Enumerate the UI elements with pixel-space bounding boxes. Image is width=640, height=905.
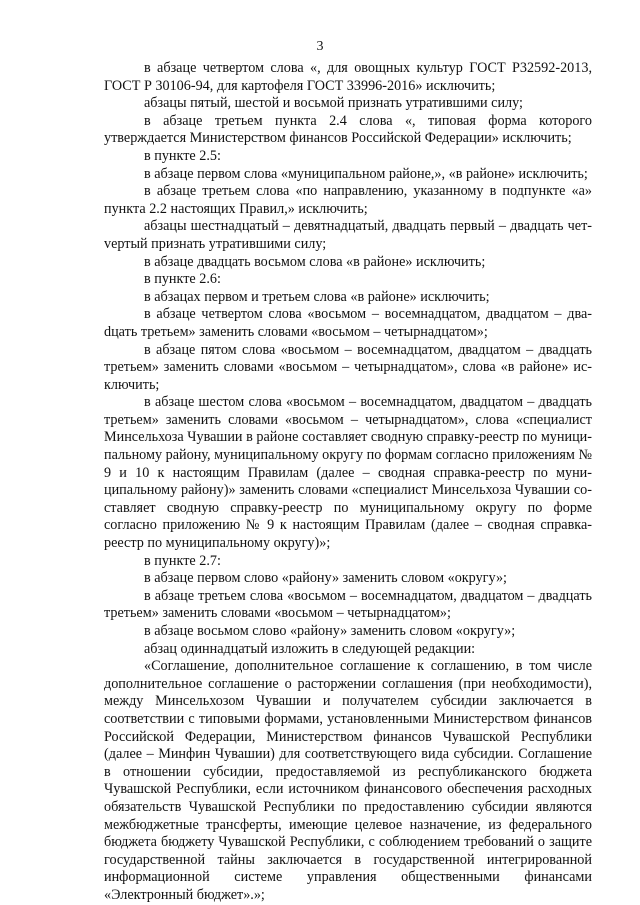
paragraph: в абзаце шестом слова «восьмом – восемнадцатом, двадцатом – двадцать третьем» заменить словами «восьмом – четырнадцатом», слова «специалист Минсельхоза Чувашии в районе составляет сводную справку-реестр по муниципальному району, муниципальному округу по формам согласно приложениям № 9 и 10 к настоящим Правилам (далее – сводная справка-реестр по муниципальному району)» заменить словами «специалист Минсельхоза Чувашии составляет сводную справку-реестр по муниципальному округу по форме согласно приложению № 9 к настоящим Правилам (далее – сводная справка-реестр по муниципальному округу)»;: [104, 394, 592, 552]
page-number: 3: [316, 39, 324, 54]
paragraph: «Соглашение, дополнительное соглашение к соглашению, в том числе дополнительное соглашение о расторжении соглашения (при необходимости), между Минсельхозом Чувашии и получателем субсидии заключается в соответствии с типовыми формами, установленными Министерством финансов Российской Федерации, Министерством финансов Чувашской Республики (далее – Минфин Чувашии) для соответствующего вида субсидии. Соглашение в отношении субсидии, предоставляемой из республиканского бюджета Чувашской Республики, если источником финансового обеспечения расходных обязательств Чувашской Республики по предоставлению субсидии являются межбюджетные трансферты, имеющие целевое назначение, из федерального бюджета бюджету Чувашской Республики, с соблюдением требований о защите государственной тайны заключается в государственной интегрированной информационной системе управления общественными финансами «Электронный бюджет».»;: [104, 658, 592, 903]
paragraph: в абзаце первом слова «муниципальном районе,», «в районе» исключить;: [144, 165, 588, 182]
paragraph: в пункте 2.7:: [144, 552, 221, 569]
paragraph: в пункте 2.6:: [144, 271, 221, 288]
paragraph: в абзаце первом слово «району» заменить словом «округу»;: [144, 570, 507, 587]
paragraph: в абзаце третьем пункта 2.4 слова «, типовая форма которого утверждается Министерством финансов Российской Федерации» исключить;: [104, 112, 592, 147]
paragraph: в абзаце двадцать восьмом слова «в районе» исключить;: [144, 253, 486, 270]
document-body: [104, 60, 592, 905]
paragraph: в абзаце четвертом слова «, для овощных культур ГОСТ Р32592-2013, ГОСТ Р 30106-94, для картофеля ГОСТ 33996-2016» исключить;: [104, 60, 592, 94]
paragraph: абзац одиннадцатый изложить в следующей редакции:: [144, 640, 476, 657]
paragraph: в абзаце пятом слова «восьмом – восемнадцатом, двадцатом – двадцать третьем» заменить словами «восьмом – четырнадцатом», слова «в районе» исключить;: [104, 341, 592, 393]
paragraph: в абзаце третьем слова «восьмом – восемнадцатом, двадцатом – двадцать третьем» заменить словами «восьмом – четырнадцатом»;: [104, 587, 592, 622]
paragraph: в абзацах первом и третьем слова «в районе» исключить;: [144, 288, 490, 305]
paragraph: в пункте 2.5:: [144, 147, 221, 164]
paragraph: абзацы пятый, шестой и восьмой признать утратившими силу;: [144, 95, 523, 112]
paragraph: в абзаце восьмом слово «району» заменить словом «округу»;: [144, 623, 516, 639]
paragraph: в абзаце четвертом слова «восьмом – восемнадцатом, двадцатом – дваdцать третьем» заменить словами «восьмом – четырнадцатом»;: [104, 306, 592, 340]
paragraph: абзацы шестнадцатый – девятнадцатый, двадцать первый – двадцать четvертый признать утратившими силу;: [104, 218, 592, 252]
paragraph: в абзаце третьем слова «по направлению, указанному в подпункте «а» пункта 2.2 настоящих Правил,» исключить;: [104, 183, 592, 217]
